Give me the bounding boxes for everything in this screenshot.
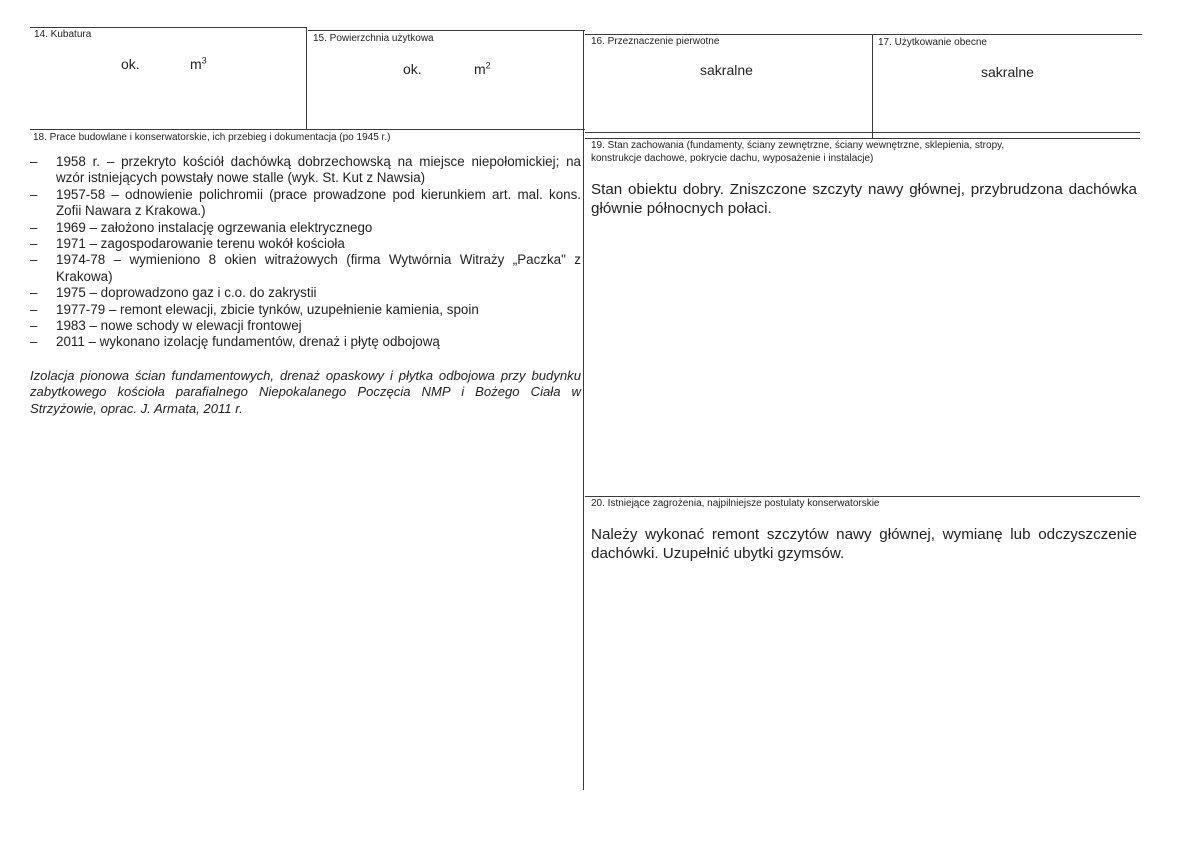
field-20-label: 20. Istniejące zagrożenia, najpilniejsze postulaty konserwatorskie xyxy=(591,498,880,509)
work-item: – 1983 – nowe schody w elewacji frontowej xyxy=(30,318,302,334)
field-17-label: 17. Użytkowanie obecne xyxy=(878,37,987,48)
field-15-unit-base: m xyxy=(474,61,486,77)
work-item-text: 1958 r. – przekryto kościół dachówką dobrzechowską na miejsce niepołomickiej; na wzór istniejących powstały nowe stalle (wyk. St. Kut z Nawsia) xyxy=(56,154,581,186)
field-15-prefix: ok. xyxy=(403,61,422,77)
work-item: – 1971 – zagospodarowanie terenu wokół kościoła xyxy=(30,236,345,252)
col-divider-14-15 xyxy=(306,27,307,129)
field-15-unit-exp: 2 xyxy=(485,60,491,71)
condition-text: Stan obiektu dobry. Zniszczone szczyty nawy głównej, przybrudzona dachówka głównie północnych połaci. xyxy=(591,181,1137,217)
work-item-text: 1977-79 – remont elewacji, zbicie tynków, uzupełnienie kamienia, spoin xyxy=(56,301,479,317)
field-14-unit xyxy=(190,56,207,72)
threats-text: Należy wykonać remont szczytów nawy głównej, wymianę lub odczyszczenie dachówki. Uzupełnić ubytki gzymsów. xyxy=(591,526,1137,562)
work-item-text: 1957-58 – odnowienie polichromii (prace prowadzone pod kierunkiem art. mal. kons. Zofii Nawara z Krakowa.) xyxy=(56,186,581,219)
work-item: – 1957-58 – odnowienie polichromii (prace prowadzone pod kierunkiem art. mal. kons. Zofii Nawara z Krakowa.) xyxy=(30,186,581,219)
work-item-text: 1975 – doprowadzono gaz i c.o. do zakrystii xyxy=(56,285,317,301)
work-item: – 1974-78 – wymieniono 8 okien witrażowych (firma Wytwórnia Witraży „Paczka" z Krakowa) xyxy=(30,252,581,284)
work-item-text: 2011 – wykonano izolację fundamentów, drenaż i płytę odbojową xyxy=(56,334,440,350)
field-18-label: 18. Prace budowlane i konserwatorskie, ich przebieg i dokumentacja (po 1945 r.) xyxy=(33,132,391,143)
field-16-value: sakralne xyxy=(700,62,753,78)
field-15-unit xyxy=(474,61,491,77)
field-14-unit-exp: 3 xyxy=(201,55,207,66)
top-row-rule-mid xyxy=(308,30,585,31)
field-19-label-line1: 19. Stan zachowania (fundamenty, ściany zewnętrzne, ściany wewnętrzne, sklepienia, stropy, xyxy=(591,140,1005,151)
work-item: – 2011 – wykonano izolację fundamentów, drenaż i płytę odbojową xyxy=(30,334,440,350)
row-divider-right xyxy=(585,132,1140,133)
documentation-reference: Izolacja pionowa ścian fundamentowych, drenaż opaskowy i płytka odbojowa przy budynku zabytkowego kościoła parafialnego Niepokalanego Poczęcia NMP i Bożego Ciała w Strzyżowie, oprac. J. Armata, 2011 r. xyxy=(30,367,581,416)
top-row-rule-right xyxy=(585,34,1142,35)
works-list xyxy=(30,154,581,417)
work-item: – 1977-79 – remont elewacji, zbicie tynków, uzupełnienie kamienia, spoin xyxy=(30,301,479,317)
field-15-label: 15. Powierzchnia użytkowa xyxy=(313,33,434,44)
work-item-text: 1969 – założono instalację ogrzewania elektrycznego xyxy=(56,219,373,235)
col-divider-16-17 xyxy=(872,34,873,138)
field-14-label: 14. Kubatura xyxy=(34,29,92,40)
work-item-text: 1983 – nowe schody w elewacji frontowej xyxy=(56,318,302,334)
field-17-value: sakralne xyxy=(981,64,1034,80)
work-item-text: 1974-78 – wymieniono 8 okien witrażowych (firma Wytwórnia Witraży „Paczka" z Krakowa) xyxy=(56,252,581,284)
field-14-unit-base: m xyxy=(190,56,202,72)
top-row-rule-left xyxy=(30,27,306,28)
col-divider-main xyxy=(583,30,584,790)
field-16-label: 16. Przeznaczenie pierwotne xyxy=(591,36,720,47)
row-divider-left xyxy=(30,129,585,130)
work-item-text: 1971 – zagospodarowanie terenu wokół kościoła xyxy=(56,236,345,252)
work-item: – 1969 – założono instalację ogrzewania elektrycznego xyxy=(30,219,373,235)
work-item: – 1958 r. – przekryto kościół dachówką dobrzechowską na miejsce niepołomickiej; na wzór istniejących powstały nowe stalle (wyk. St. Kut z Nawsia) xyxy=(30,154,581,186)
field-14-prefix: ok. xyxy=(121,56,140,72)
section-19-rule xyxy=(585,138,1140,139)
field-19-label-line2: konstrukcje dachowe, pokrycie dachu, wyposażenie i instalacje) xyxy=(591,153,874,164)
work-item: – 1975 – doprowadzono gaz i c.o. do zakrystii xyxy=(30,285,317,301)
section-20-rule xyxy=(585,496,1140,497)
